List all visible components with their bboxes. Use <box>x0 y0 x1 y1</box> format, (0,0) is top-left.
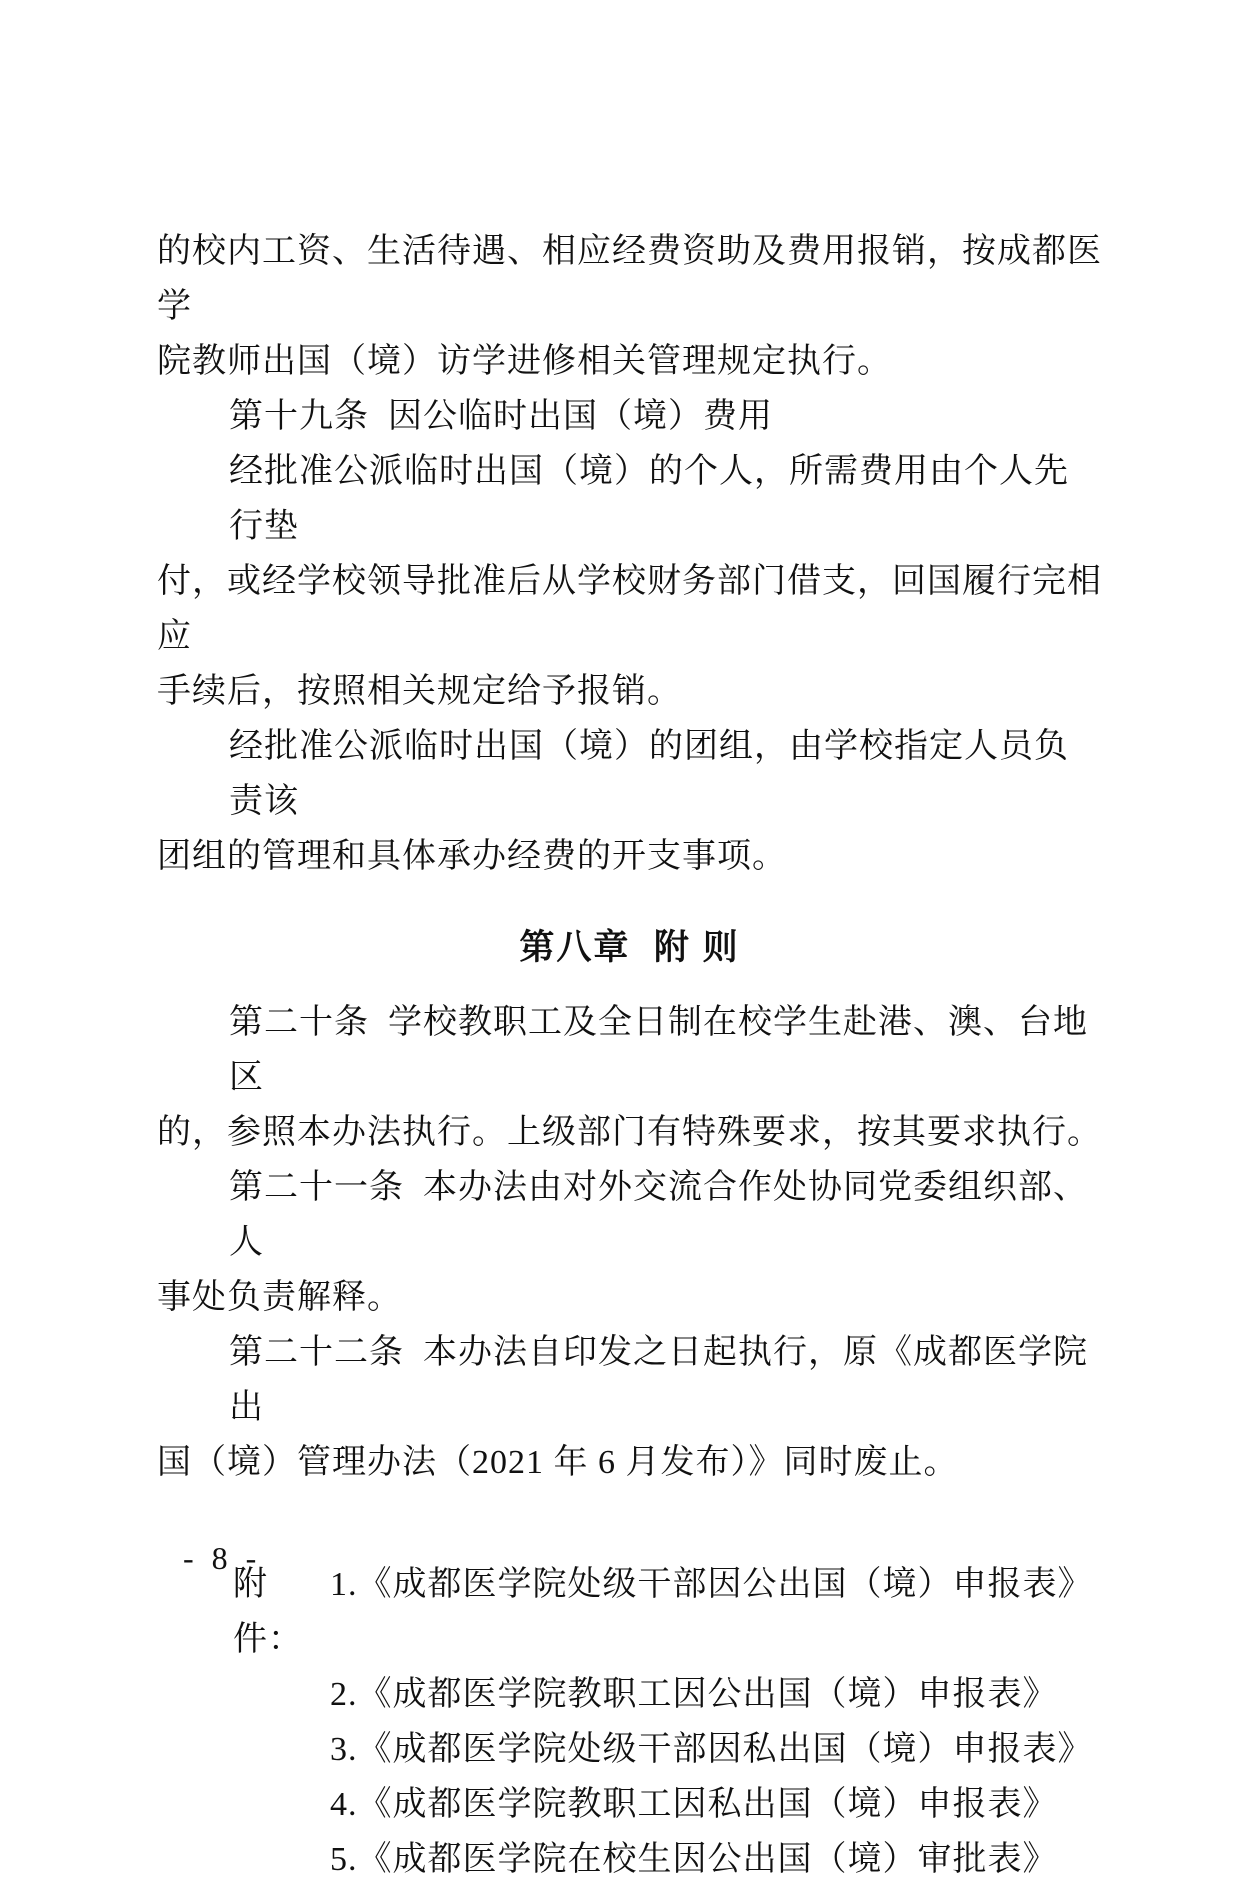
body-line: 手续后，按照相关规定给予报销。 <box>157 673 682 710</box>
body-line: 经批准公派临时出国（境）的个人，所需费用由个人先行垫 <box>229 453 1069 545</box>
article-21-line: 第二十一条 本办法由对外交流合作处协同党委组织部、人 <box>229 1169 1088 1261</box>
body-line: 付，或经学校领导批准后从学校财务部门借支，回国履行完相应 <box>157 563 1102 655</box>
body-line: 的，参照本办法执行。上级部门有特殊要求，按其要求执行。 <box>157 1114 1102 1151</box>
attachment-row <box>233 1557 1102 1667</box>
attachment-item: 4.《成都医学院教职工因私出国（境）申报表》 <box>330 1786 1058 1823</box>
attachments-list <box>157 1557 1102 1887</box>
article-22-line: 第二十二条 本办法自印发之日起执行，原《成都医学院出 <box>229 1334 1088 1426</box>
article-19-heading-line: 第十九条 因公临时出国（境）费用 <box>229 398 773 435</box>
body-line: 院教师出国（境）访学进修相关管理规定执行。 <box>157 343 892 380</box>
attachment-item: 2.《成都医学院教职工因公出国（境）申报表》 <box>330 1676 1058 1713</box>
article-20-line: 第二十条 学校教职工及全日制在校学生赴港、澳、台地区 <box>229 1004 1088 1096</box>
body-line: 事处负责解释。 <box>157 1279 402 1316</box>
body-line: 的校内工资、生活待遇、相应经费资助及费用报销，按成都医学 <box>157 233 1102 325</box>
attachment-item: 3.《成都医学院处级干部因私出国（境）申报表》 <box>330 1731 1093 1768</box>
attachment-item: 5.《成都医学院在校生因公出国（境）审批表》 <box>330 1841 1058 1878</box>
page-number: - 8 - <box>183 1540 262 1576</box>
attachments-label: 附件： <box>233 1566 303 1658</box>
attachment-item: 1.《成都医学院处级干部因公出国（境）申报表》 <box>330 1566 1093 1603</box>
body-line: 团组的管理和具体承办经费的开支事项。 <box>157 838 787 875</box>
body-line: 经批准公派临时出国（境）的团组，由学校指定人员负责该 <box>229 728 1069 820</box>
chapter-8-heading: 第八章 附 则 <box>519 928 740 967</box>
body-line: 国（境）管理办法（2021 年 6 月发布）》同时废止。 <box>157 1444 959 1481</box>
